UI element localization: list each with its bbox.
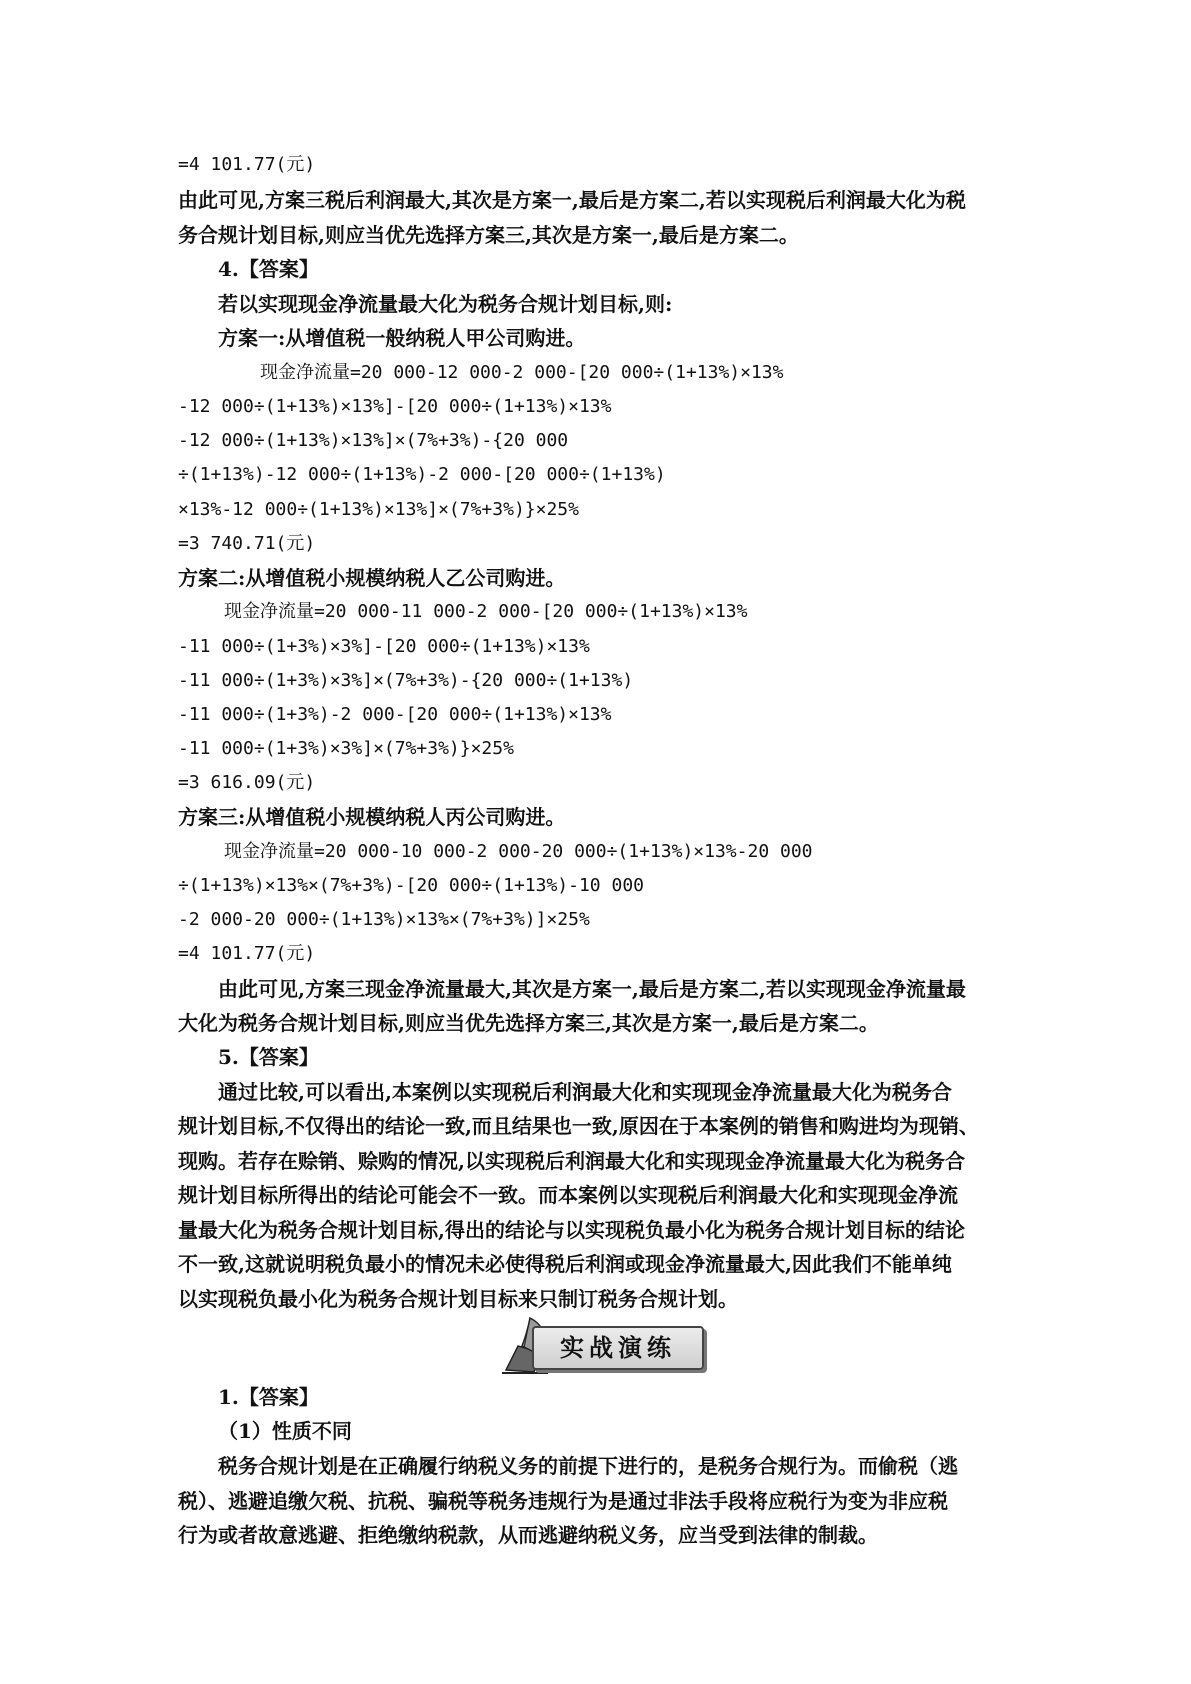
formula-line: 现金净流量=20 000-11 000-2 000-[20 000÷(1+13%)×13%: [224, 601, 748, 622]
formula-line: -12 000÷(1+13%)×13%]×(7%+3%)-{20 000: [178, 430, 569, 451]
answer-heading: 1.【答案】: [218, 1385, 319, 1409]
paragraph-line: 不一致,这就说明税负最小的情况未必使得税后利润或现金净流量最大,因此我们不能单纯: [178, 1252, 952, 1276]
plan-heading: 方案三:从增值税小规模纳税人丙公司购进。: [178, 805, 566, 829]
plan-heading: 方案二:从增值税小规模纳税人乙公司购进。: [178, 566, 566, 590]
paragraph-line: 以实现税负最小化为税务合规计划目标来只制订税务合规计划。: [178, 1287, 738, 1311]
paragraph-line: 税）、逃避追缴欠税、抗税、骗税等税务违规行为是通过非法手段将应税行为变为非应税: [178, 1489, 948, 1513]
formula-line: -11 000÷(1+3%)-2 000-[20 000÷(1+13%)×13%: [178, 704, 612, 725]
sub-heading: （1）性质不同: [218, 1419, 352, 1443]
paragraph-line: 通过比较,可以看出,本案例以实现税后利润最大化和实现现金净流量最大化为税务合: [218, 1080, 952, 1104]
paragraph-line: 行为或者故意逃避、拒绝缴纳税款，从而逃避纳税义务，应当受到法律的制裁。: [178, 1523, 878, 1547]
paragraph-line: 规计划目标,不仅得出的结论一致,而且结果也一致,原因在于本案例的销售和购进均为现销、: [178, 1114, 979, 1138]
answer-heading: 5.【答案】: [218, 1045, 319, 1069]
paragraph-line: 大化为税务合规计划目标,则应当优先选择方案三,其次是方案一,最后是方案二。: [178, 1011, 879, 1035]
paragraph-line: 量最大化为税务合规计划目标,得出的结论与以实现税负最小化为税务合规计划目标的结论: [178, 1218, 965, 1242]
answer-heading: 4.【答案】: [218, 257, 319, 281]
formula-line: ÷(1+13%)-12 000÷(1+13%)-2 000-[20 000÷(1+13%): [178, 464, 666, 485]
formula-line: -11 000÷(1+3%)×3%]×(7%+3%)-{20 000÷(1+13%): [178, 670, 634, 691]
paragraph-line: 若以实现现金净流量最大化为税务合规计划目标,则:: [218, 292, 673, 316]
plan-heading: 方案一:从增值税一般纳税人甲公司购进。: [218, 326, 586, 350]
paragraph-line: 务合规计划目标,则应当优先选择方案三,其次是方案一,最后是方案二。: [178, 223, 799, 247]
formula-line: 现金净流量=20 000-10 000-2 000-20 000÷(1+13%)×13%-20 000: [224, 841, 813, 862]
paragraph-line: 现购。若存在赊销、赊购的情况,以实现税后利润最大化和实现现金净流量最大化为税务合: [178, 1149, 965, 1173]
formula-line: ÷(1+13%)×13%×(7%+3%)-[20 000÷(1+13%)-10 000: [178, 875, 644, 896]
section-banner: [488, 1312, 710, 1378]
formula-line: -11 000÷(1+3%)×3%]-[20 000÷(1+13%)×13%: [178, 636, 590, 657]
result-line: =3 616.09(元): [178, 772, 316, 793]
result-line: =4 101.77(元): [178, 943, 316, 964]
paragraph-line: 规计划目标所得出的结论可能会不一致。而本案例以实现税后利润最大化和实现现金净流: [178, 1183, 958, 1207]
section-title: 实战演练: [560, 1334, 676, 1362]
paragraph-line: 由此可见,方案三现金净流量最大,其次是方案一,最后是方案二,若以实现现金净流量最: [218, 977, 966, 1001]
formula-line: 现金净流量=20 000-12 000-2 000-[20 000÷(1+13%)×13%: [260, 362, 784, 383]
paragraph-line: 税务合规计划是在正确履行纳税义务的前提下进行的，是税务合规行为。而偷税（逃: [218, 1454, 958, 1478]
formula-line: -12 000÷(1+13%)×13%]-[20 000÷(1+13%)×13%: [178, 396, 612, 417]
formula-line: -2 000-20 000÷(1+13%)×13%×(7%+3%)]×25%: [178, 909, 590, 930]
formula-line: -11 000÷(1+3%)×3%]×(7%+3%)}×25%: [178, 738, 514, 759]
result-line: =4 101.77(元): [178, 154, 316, 175]
result-line: =3 740.71(元): [178, 533, 316, 554]
paragraph-line: 由此可见,方案三税后利润最大,其次是方案一,最后是方案二,若以实现税后利润最大化为税: [178, 188, 966, 212]
formula-line: ×13%-12 000÷(1+13%)×13%]×(7%+3%)}×25%: [178, 499, 579, 520]
